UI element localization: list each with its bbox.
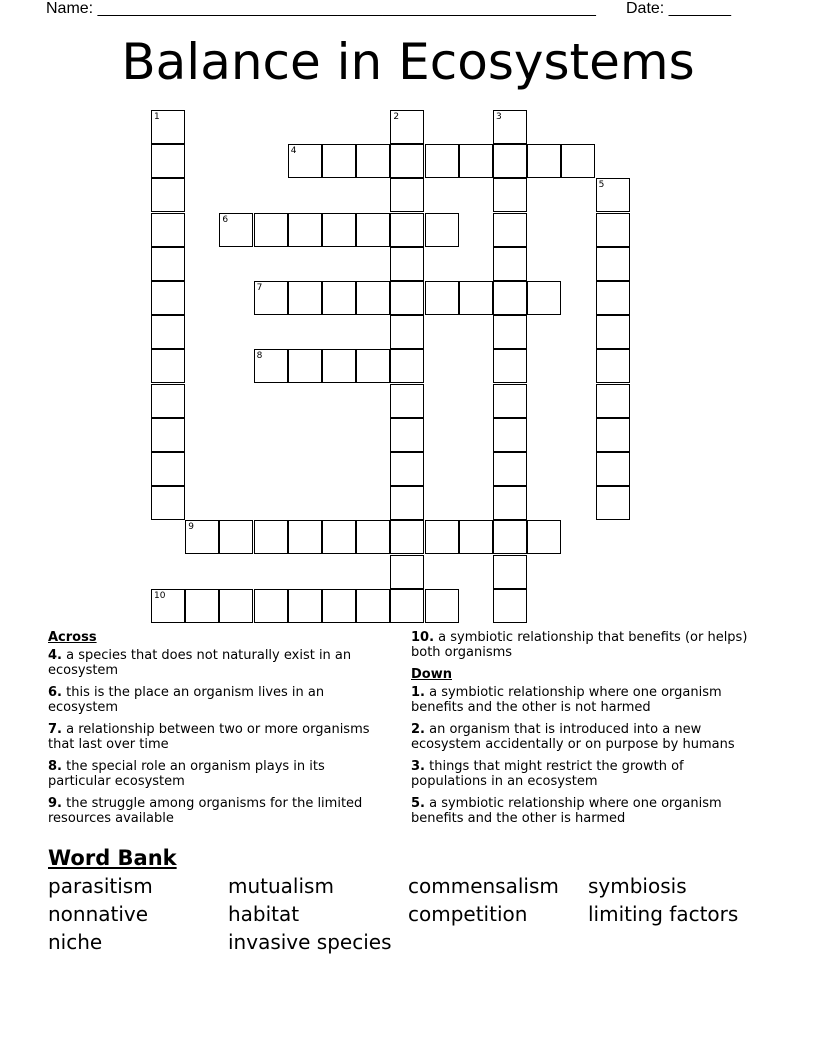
across-clue [48,759,388,789]
grid-cell[interactable] [390,247,424,281]
grid-cell[interactable] [596,315,630,349]
grid-cell[interactable] [390,520,424,554]
grid-cell[interactable] [356,213,390,247]
grid-cell[interactable] [493,178,527,212]
grid-cell[interactable] [151,315,185,349]
grid-cell[interactable] [493,247,527,281]
grid-cell[interactable] [596,213,630,247]
cell-number: 1 [154,112,160,122]
grid-cell[interactable] [493,349,527,383]
down-clue [411,722,761,752]
grid-cell[interactable] [356,520,390,554]
across-clue [48,796,388,826]
grid-cell[interactable] [185,589,219,623]
grid-cell[interactable] [151,452,185,486]
clue-text: things that might restrict the growth of populations in an ecosystem [411,759,684,789]
grid-cell[interactable] [596,247,630,281]
grid-cell[interactable] [596,486,630,520]
cell-number: 8 [256,351,263,362]
grid-cell[interactable] [151,589,185,623]
grid-cell[interactable] [596,178,630,212]
across-clue [411,630,761,660]
word-bank-item: parasitism [48,874,153,898]
grid-cell[interactable] [288,589,322,623]
across-clue [48,648,388,678]
grid-cell[interactable] [151,110,185,144]
grid-cell[interactable] [390,281,424,315]
clue-text: a relationship between two or more organisms that last over time [48,722,370,752]
grid-cell[interactable] [151,144,185,178]
word-bank-item: mutualism [228,874,334,898]
grid-cell[interactable] [322,213,356,247]
grid-cell[interactable] [288,144,322,178]
grid-cell[interactable] [356,144,390,178]
clue-number: 1. [411,685,425,700]
grid-cell[interactable] [390,418,424,452]
grid-cell[interactable] [288,281,322,315]
clue-number: 10. [411,630,435,645]
grid-cell[interactable] [322,589,356,623]
grid-cell[interactable] [288,213,322,247]
grid-cell[interactable] [596,418,630,452]
grid-cell[interactable] [493,281,527,315]
grid-cell[interactable] [390,452,424,486]
grid-cell[interactable] [493,555,527,589]
grid-cell[interactable] [527,144,561,178]
grid-cell[interactable] [459,520,493,554]
cell-number: 7 [256,283,263,293]
clue-text: a symbiotic relationship where one organism benefits and the other is harmed [411,796,722,826]
cell-number: 5 [598,180,605,191]
across-clue [48,685,388,715]
across-heading: Across [48,630,97,645]
grid-cell[interactable] [151,213,185,247]
down-heading: Down [411,667,452,682]
word-bank-item: niche [48,930,103,954]
grid-cell[interactable] [151,418,185,452]
grid-cell[interactable] [425,144,459,178]
grid-cell[interactable] [254,589,288,623]
grid-cell[interactable] [151,384,185,418]
grid-cell[interactable] [390,486,424,520]
down-clue [411,796,761,826]
grid-cell[interactable] [390,384,424,418]
page-title: Balance in Ecosystems [121,33,695,91]
clues-left-column [48,630,388,833]
grid-cell[interactable] [425,281,459,315]
grid-cell[interactable] [390,349,424,383]
grid-cell[interactable] [322,144,356,178]
word-bank-heading: Word Bank [48,846,177,870]
word-bank-item: competition [408,902,528,926]
cell-number: 4 [290,146,297,157]
clue-text: a species that does not naturally exist in an ecosystem [48,648,352,678]
grid-cell[interactable] [596,452,630,486]
grid-cell[interactable] [390,315,424,349]
grid-cell[interactable] [151,349,185,383]
grid-cell[interactable] [219,213,253,247]
grid-cell[interactable] [493,213,527,247]
word-bank-item: nonnative [48,902,149,926]
grid-cell[interactable] [254,349,288,383]
grid-cell[interactable] [527,520,561,554]
grid-cell[interactable] [561,144,595,178]
grid-cell[interactable] [390,589,424,623]
clue-number: 7. [48,722,62,737]
grid-cell[interactable] [493,384,527,418]
date-field-label[interactable]: Date: _______ [626,0,731,17]
grid-cell[interactable] [425,589,459,623]
grid-cell[interactable] [493,144,527,178]
clue-text: a symbiotic relationship where one organism benefits and the other is not harmed [411,685,722,715]
grid-cell[interactable] [185,520,219,554]
grid-cell[interactable] [596,349,630,383]
word-bank-item: symbiosis [588,874,687,898]
grid-cell[interactable] [356,281,390,315]
word-bank-item: limiting factors [588,902,739,926]
clue-text: the special role an organism plays in its particular ecosystem [48,759,325,789]
grid-cell[interactable] [254,213,288,247]
grid-cell[interactable] [254,520,288,554]
grid-cell[interactable] [390,178,424,212]
grid-cell[interactable] [390,213,424,247]
down-clue [411,759,761,789]
grid-cell[interactable] [493,418,527,452]
down-clue [411,685,761,715]
grid-cell[interactable] [151,281,185,315]
clue-number: 8. [48,759,62,774]
grid-cell[interactable] [425,520,459,554]
grid-cell[interactable] [459,281,493,315]
word-bank-item: commensalism [408,874,559,898]
grid-cell[interactable] [459,144,493,178]
cell-number: 3 [496,112,502,122]
grid-cell[interactable] [288,349,322,383]
clues-right-column [411,630,761,833]
grid-cell[interactable] [527,281,561,315]
grid-cell[interactable] [356,589,390,623]
grid-cell[interactable] [219,520,253,554]
grid-cell[interactable] [219,589,253,623]
grid-cell[interactable] [151,486,185,520]
grid-cell[interactable] [151,178,185,212]
word-bank-item: habitat [228,902,300,926]
clue-number: 4. [48,648,62,663]
grid-cell[interactable] [254,281,288,315]
word-bank-item: invasive species [228,930,392,954]
grid-cell[interactable] [356,349,390,383]
clue-number: 2. [411,722,425,737]
grid-cell[interactable] [322,520,356,554]
clue-number: 3. [411,759,425,774]
grid-cell[interactable] [390,555,424,589]
grid-cell[interactable] [493,520,527,554]
grid-cell[interactable] [493,486,527,520]
grid-cell[interactable] [288,520,322,554]
grid-cell[interactable] [493,589,527,623]
grid-cell[interactable] [151,247,185,281]
across-clue [48,722,388,752]
cell-number: 2 [393,112,400,122]
cell-number: 6 [222,214,229,225]
grid-cell[interactable] [596,281,630,315]
grid-cell[interactable] [493,315,527,349]
cell-number: 9 [188,522,194,533]
grid-cell[interactable] [493,110,527,144]
clue-text: an organism that is introduced into a new ecosystem accidentally or on purpose by humans [411,722,735,752]
grid-cell[interactable] [425,213,459,247]
cell-number: 10 [154,590,166,601]
grid-cell[interactable] [493,452,527,486]
clue-text: a symbiotic relationship that benefits (or helps) both organisms [411,630,748,660]
clue-number: 5. [411,796,425,811]
clue-number: 6. [48,685,62,700]
name-field-label[interactable]: Name: ________________________________________________________ [46,0,596,17]
grid-cell[interactable] [322,281,356,315]
grid-cell[interactable] [390,144,424,178]
clue-number: 9. [48,796,62,811]
grid-cell[interactable] [322,349,356,383]
clue-text: this is the place an organism lives in an ecosystem [48,685,325,715]
clue-text: the struggle among organisms for the limited resources available [48,796,363,826]
grid-cell[interactable] [390,110,424,144]
grid-cell[interactable] [596,384,630,418]
